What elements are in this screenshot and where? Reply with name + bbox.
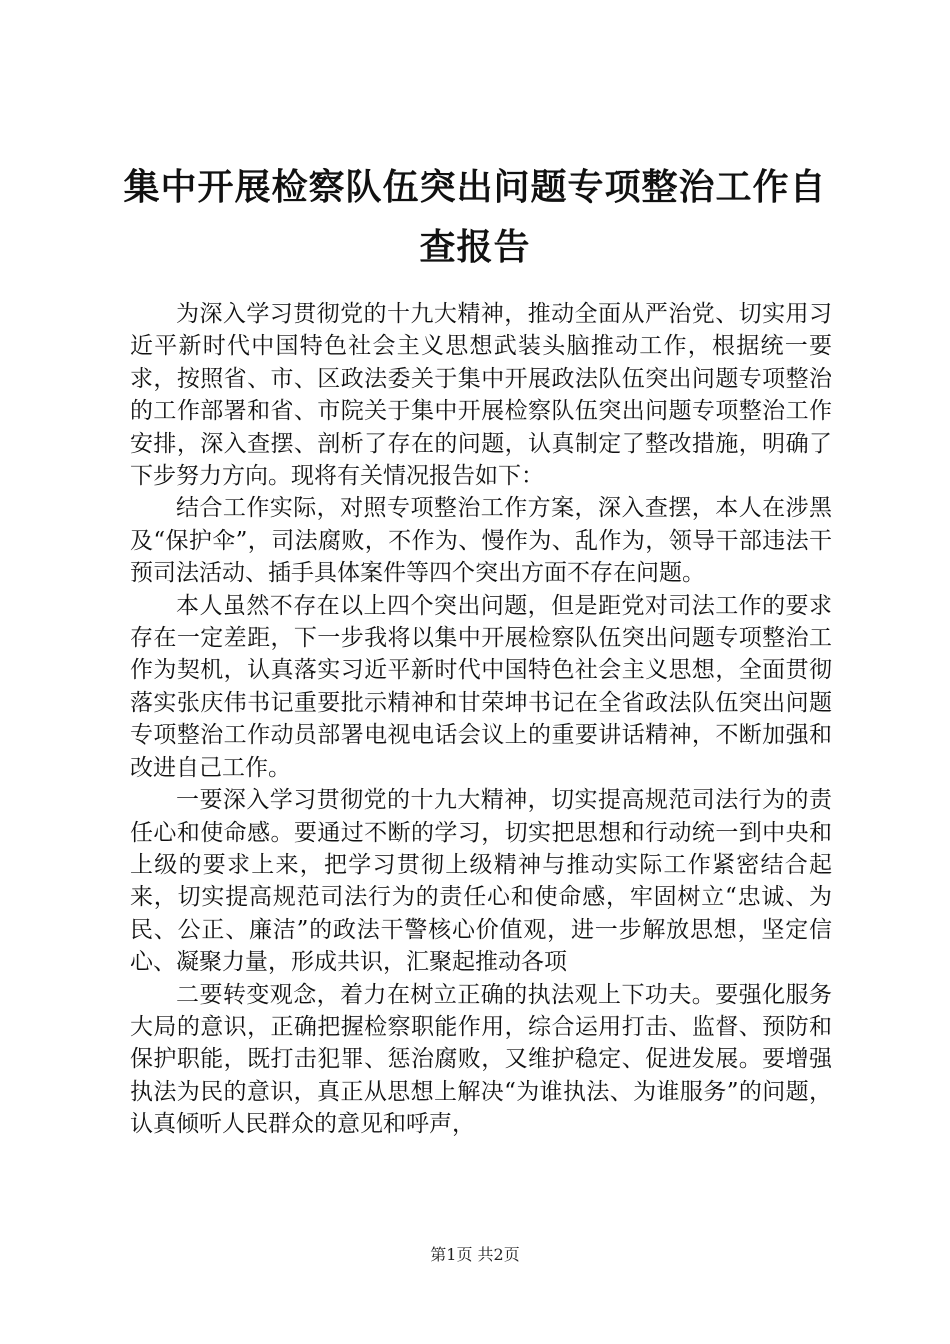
page-number-footer: 第1页 共2页: [430, 1245, 520, 1264]
document-body: [130, 298, 832, 1141]
document-title: 集中开展检察队伍突出问题专项整治工作自查报告: [123, 167, 827, 268]
paragraph-intro: 为深入学习贯彻党的十九大精神，推动全面从严治党、切实用习近平新时代中国特色社会主义思想武装头脑推动工作，根据统一要求，按照省、市、区政法委关于集中开展政法队伍突出问题专项整治的工作部署和省、市院关于集中开展检察队伍突出问题专项整治工作安排，深入查摆、剖析了存在的问题，认真制定了整改措施，明确了下步努力方向。现将有关情况报告如下：: [130, 301, 832, 490]
paragraph-self-check: 结合工作实际，对照专项整治工作方案，深入查摆，本人在涉黑及“保护伞”，司法腐败，不作为、慢作为、乱作为，领导干部违法干预司法活动、插手具体案件等四个突出方面不存在问题。: [130, 495, 832, 587]
paragraph-point-one: 一要深入学习贯彻党的十九大精神，切实提高规范司法行为的责任心和使命感。要通过不断的学习，切实把思想和行动统一到中央和上级的要求上来，把学习贯彻上级精神与推动实际工作紧密结合起来，切实提高规范司法行为的责任心和使命感，牢固树立“忠诚、为民、公正、廉洁”的政法干警核心价值观，进一步解放思想，坚定信心、凝聚力量，形成共识，汇聚起推动各项: [130, 787, 832, 976]
paragraph-next-steps: 本人虽然不存在以上四个突出问题，但是距党对司法工作的要求存在一定差距，下一步我将以集中开展检察队伍突出问题专项整治工作为契机，认真落实习近平新时代中国特色社会主义思想，全面贯彻落实张庆伟书记重要批示精神和甘荣坤书记在全省政法队伍突出问题专项整治工作动员部署电视电话会议上的重要讲话精神，不断加强和改进自己工作。: [130, 592, 832, 781]
paragraph-point-two: 二要转变观念，着力在树立正确的执法观上下功夫。要强化服务大局的意识，正确把握检察职能作用，综合运用打击、监督、预防和保护职能，既打击犯罪、惩治腐败，又维护稳定、促进发展。要增强执法为民的意识，真正从思想上解决“为谁执法、为谁服务”的问题，认真倾听人民群众的意见和呼声，: [130, 981, 832, 1138]
